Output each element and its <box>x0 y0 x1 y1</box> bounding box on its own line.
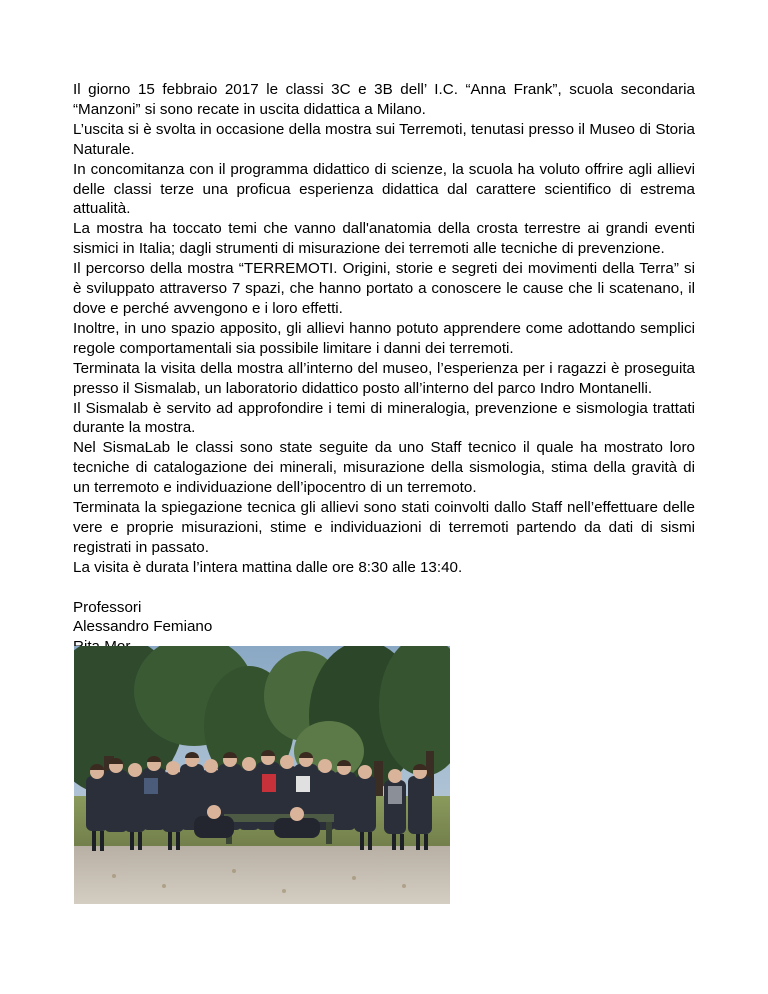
paragraph-staff-techniques: Nel SismaLab le classi sono state seguite da uno Staff tecnico il quale ha mostrato loro tecniche di catalogazione dei minerali, misurazione della sismologia, stima della gravità di un terremoto e individuazione dell’ipocentro di un terremoto. <box>73 439 695 497</box>
signature-name-femiano: Alessandro Femiano <box>73 618 213 636</box>
paragraph-safety-rules: Inoltre, in uno spazio apposito, gli allievi hanno potuto apprendere come adottando semplici regole comportamentali sia possibile limitare i danni dei terremoti. <box>73 319 695 357</box>
paragraph-measurements: Terminata la spiegazione tecnica gli allievi sono stati coinvolti dallo Staff nell’effettuare delle vere e proprie misurazioni, stime e individuazioni di terremoti partendo da dati di sismi registrati in passato. <box>73 499 695 556</box>
paragraph-duration: La visita è durata l’intera mattina dalle ore 8:30 alle 13:40. <box>73 558 463 576</box>
paragraph-sismalab-visit: Terminata la visita della mostra all’interno del museo, l’esperienza per i ragazzi è proseguita presso il Sismalab, un laboratorio didattico posto all’interno del parco Indro Montanelli. <box>73 359 695 397</box>
document-body <box>73 80 695 657</box>
paragraph-sismalab-purpose: Il Sismalab è servito ad approfondire i temi di mineralogia, prevenzione e sismologia trattati durante la mostra. <box>73 399 695 437</box>
paragraph-didactic-program: In concomitanza con il programma didattico di scienze, la scuola ha voluto offrire agli allievi delle classi terze una proficua esperienza didattica dal carattere scientifico di estrema attualità. <box>73 160 695 218</box>
signature-role: Professori <box>73 598 142 616</box>
paragraph-trip-intro: Il giorno 15 febbraio 2017 le classi 3C e 3B dell’ I.C. “Anna Frank”, scuola secondaria “Manzoni” si sono recate in uscita didattica a Milano. <box>73 81 695 118</box>
blank-line <box>73 578 695 598</box>
paragraph-exhibition-occasion: L’uscita si è svolta in occasione della mostra sui Terremoti, tenutasi presso il Museo di Storia Naturale. <box>73 120 695 158</box>
group-photo <box>74 646 450 904</box>
document-page <box>73 80 695 657</box>
paragraph-exhibition-path: Il percorso della mostra “TERREMOTI. Origini, storie e segreti dei movimenti della Terra” si è sviluppato attraverso 7 spazi, che hanno portato a conoscere le cause che li scatenano, il dove e perché avvengono e i loro effetti. <box>73 260 695 317</box>
paragraph-exhibition-themes: La mostra ha toccato temi che vanno dall'anatomia della crosta terrestre ai grandi eventi sismici in Italia; dagli strumenti di misurazione dei terremoti alle tecniche di prevenzione. <box>73 220 695 258</box>
